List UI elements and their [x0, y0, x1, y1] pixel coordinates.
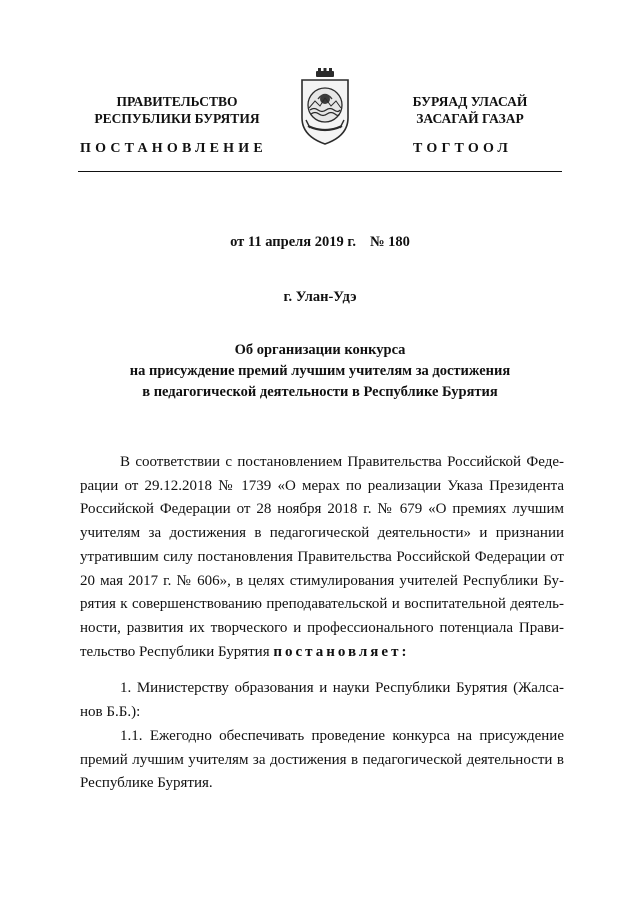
title-line-3: в педагогической деятельности в Республике Бурятия [142, 384, 498, 400]
body-paragraph-item-1-1: 1.1. Ежегодно обеспечивать проведение конкурса на присуждение премий лучшим учителям за достижения в педагогической деятельности в Республике Бурятия. [80, 728, 564, 792]
decree-number: № 180 [369, 234, 410, 250]
government-name-russian [82, 93, 272, 127]
government-name-buryat [380, 93, 560, 127]
decree-title [60, 340, 580, 403]
header-right-line-2: ЗАСАГАЙ ГАЗАР [416, 111, 524, 126]
document-type-russian: ПОСТАНОВЛЕНИЕ [80, 141, 267, 156]
body-paragraph-item-1: 1. Министерству образования и науки Республики Бурятия (Жалсанов Б.Б.): [80, 680, 564, 720]
coat-of-arms-icon [296, 68, 354, 146]
decree-date: от 11 апреля 2019 г. [230, 234, 356, 250]
title-line-2: на присуждение премий лучшим учителям за достижения [129, 363, 511, 379]
header-divider [78, 171, 562, 172]
header-left-line-2: РЕСПУБЛИКИ БУРЯТИЯ [94, 111, 260, 126]
body-paragraph-preamble [80, 451, 564, 664]
resolution-keyword: постановляет: [273, 643, 410, 660]
title-line-1: Об организации конкурса [234, 342, 406, 358]
document-type-buryat: ТОГТООЛ [413, 141, 513, 156]
header-left-line-1: ПРАВИТЕЛЬСТВО [116, 94, 238, 109]
header-right-line-1: БУРЯАД УЛАСАЙ [412, 94, 528, 109]
decree-city: г. Улан-Удэ [283, 289, 357, 305]
preamble-text: В соответствии с постановлением Правительства Российской Федерации от 29.12.2018 № 1739 «О мерах по реализации Указа Президента Российской Федерации от 28 ноября 2018 г. № 679 «О премиях лучшим учителям за достижения в педагогической деятельности» и признании утратившим силу постановления Правительства Российской Федерации от 20 мая 2017 г. № 606», в целях стимулирования учителей Республики Бурятия к совершенствованию преподавательской и воспитательной деятельности, развития их творческого и профессионального потенциала Правительство Республики Бурятия [80, 454, 564, 660]
decree-date-number [0, 234, 640, 251]
